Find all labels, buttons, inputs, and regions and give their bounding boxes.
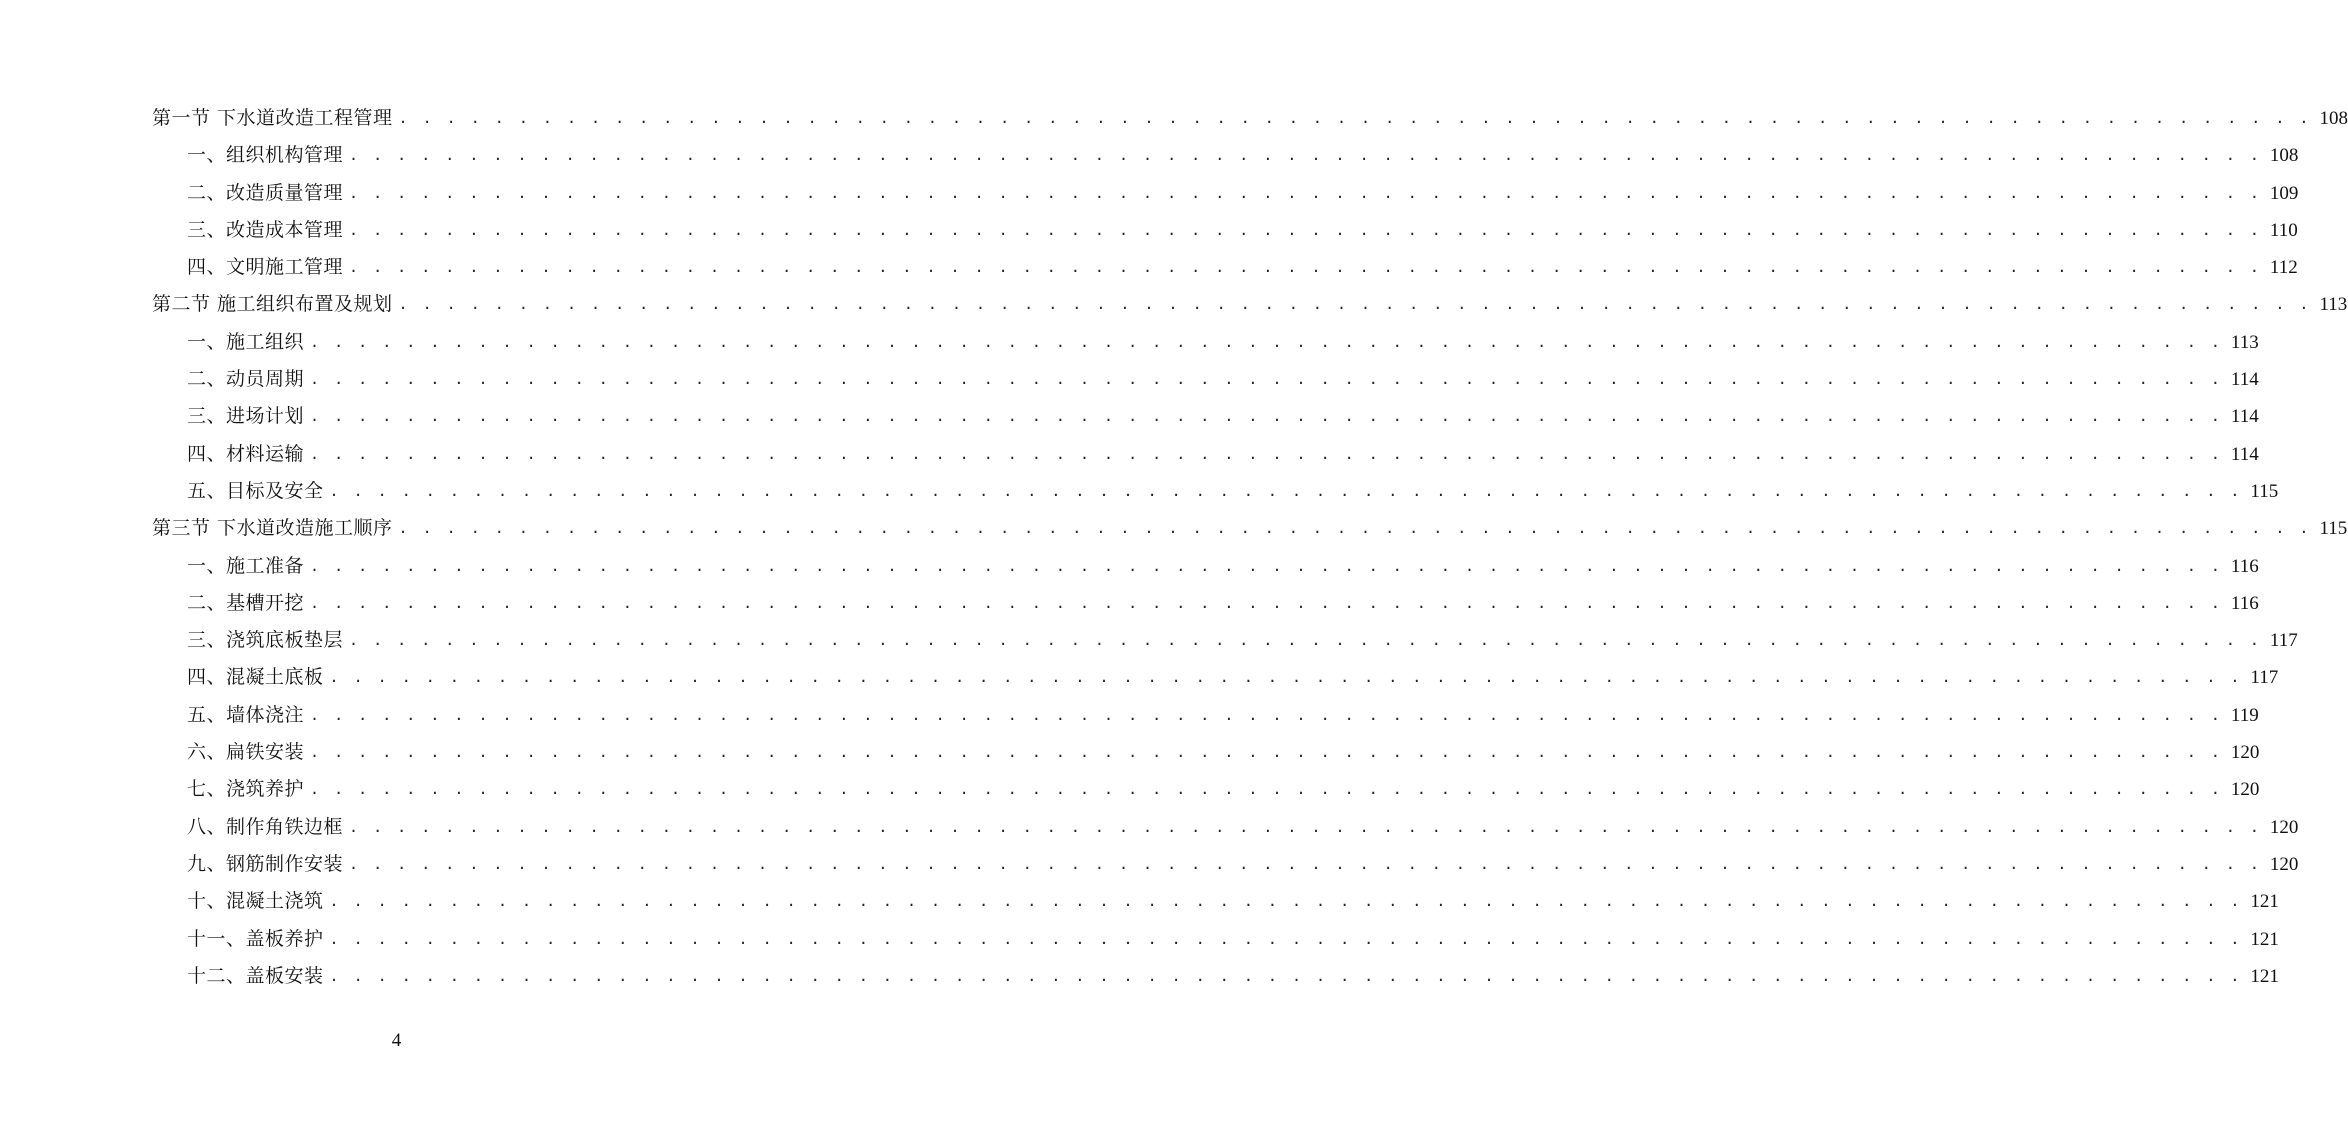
toc-entry-page: 117 [2250, 667, 2279, 689]
toc-dot-leader: . . . . . . . . . . . . . . . . . . . . . . . . . . . . . . . . . . . . . . . . . . . . . . . . . . . . . . . . . . . . . . . . . . . . . . . . . . . . . . . . [329, 892, 2243, 911]
toc-entry-page: 114 [2230, 406, 2259, 428]
toc-section-row[interactable] [0, 510, 2348, 547]
toc-subsection-row[interactable] [0, 249, 2298, 286]
toc-dot-leader: . . . . . . . . . . . . . . . . . . . . . . . . . . . . . . . . . . . . . . . . . . . . . . . . . . . . . . . . . . . . . . . . . . . . . . . . . . . . . . . . [329, 966, 2243, 985]
toc-entry-title: 三、进场计划 [187, 405, 305, 428]
toc-subsection-row[interactable] [0, 771, 2260, 808]
toc-entry-title: 二、动员周期 [187, 368, 305, 391]
toc-entry-page: 121 [2250, 965, 2279, 987]
toc-subsection-row[interactable] [0, 398, 2259, 435]
toc-dot-leader: . . . . . . . . . . . . . . . . . . . . . . . . . . . . . . . . . . . . . . . . . . . . . . . . . . . . . . . . . . . . . . . . . . . . . . . . . . . . . . . . [398, 519, 2312, 538]
toc-subsection-row[interactable] [0, 958, 2279, 995]
toc-entry-title: 一、组织机构管理 [187, 144, 344, 167]
toc-dot-leader: . . . . . . . . . . . . . . . . . . . . . . . . . . . . . . . . . . . . . . . . . . . . . . . . . . . . . . . . . . . . . . . . . . . . . . . . . . . . . . . . [310, 780, 2223, 799]
toc-entry-title: 七、浇筑养护 [187, 778, 305, 801]
toc-entry-title: 四、混凝土底板 [187, 666, 324, 689]
toc-entry-page: 109 [2269, 182, 2299, 204]
toc-entry-title: 四、材料运输 [187, 442, 305, 465]
toc-dot-leader: . . . . . . . . . . . . . . . . . . . . . . . . . . . . . . . . . . . . . . . . . . . . . . . . . . . . . . . . . . . . . . . . . . . . . . . . . . . . . . . . [310, 370, 2223, 389]
toc-dot-leader: . . . . . . . . . . . . . . . . . . . . . . . . . . . . . . . . . . . . . . . . . . . . . . . . . . . . . . . . . . . . . . . . . . . . . . . . . . . . . . . . [349, 631, 2262, 650]
toc-dot-leader: . . . . . . . . . . . . . . . . . . . . . . . . . . . . . . . . . . . . . . . . . . . . . . . . . . . . . . . . . . . . . . . . . . . . . . . . . . . . . . . . [310, 332, 2223, 351]
toc-entry-page: 117 [2269, 630, 2298, 652]
toc-entry-title: 五、目标及安全 [187, 479, 324, 502]
toc-subsection-row[interactable] [0, 548, 2259, 585]
toc-entry-page: 113 [2319, 294, 2348, 316]
toc-entry-page: 120 [2269, 816, 2299, 838]
toc-dot-leader: . . . . . . . . . . . . . . . . . . . . . . . . . . . . . . . . . . . . . . . . . . . . . . . . . . . . . . . . . . . . . . . . . . . . . . . . . . . . . . . . [310, 444, 2223, 463]
toc-subsection-row[interactable] [0, 137, 2299, 174]
toc-section-row[interactable] [0, 100, 2348, 137]
toc-dot-leader: . . . . . . . . . . . . . . . . . . . . . . . . . . . . . . . . . . . . . . . . . . . . . . . . . . . . . . . . . . . . . . . . . . . . . . . . . . . . . . . . [310, 593, 2223, 612]
toc-entry-title: 第二节 施工组织布置及规划 [152, 293, 393, 316]
page-number: 4 [391, 1030, 402, 1051]
toc-subsection-row[interactable] [0, 883, 2279, 920]
toc-entry-page: 112 [2269, 257, 2298, 279]
toc-entry-page: 108 [2319, 108, 2348, 129]
toc-entry-title: 二、基槽开挖 [187, 591, 305, 614]
toc-entry-page: 121 [2250, 891, 2279, 913]
toc-entry-title: 八、制作角铁边框 [187, 815, 344, 838]
toc-entry-title: 三、浇筑底板垫层 [187, 629, 344, 652]
toc-entry-title: 四、文明施工管理 [187, 256, 344, 279]
toc-subsection-row[interactable] [0, 734, 2260, 771]
toc-dot-leader: . . . . . . . . . . . . . . . . . . . . . . . . . . . . . . . . . . . . . . . . . . . . . . . . . . . . . . . . . . . . . . . . . . . . . . . . . . . . . . . . [349, 146, 2262, 165]
toc-entry-title: 十、混凝土浇筑 [187, 890, 324, 913]
toc-entry-title: 二、改造质量管理 [187, 181, 344, 204]
toc-dot-leader: . . . . . . . . . . . . . . . . . . . . . . . . . . . . . . . . . . . . . . . . . . . . . . . . . . . . . . . . . . . . . . . . . . . . . . . . . . . . . . . . [310, 556, 2223, 575]
toc-subsection-row[interactable] [0, 697, 2259, 734]
toc-subsection-row[interactable] [0, 921, 2279, 958]
toc-subsection-row[interactable] [0, 361, 2259, 398]
toc-dot-leader: . . . . . . . . . . . . . . . . . . . . . . . . . . . . . . . . . . . . . . . . . . . . . . . . . . . . . . . . . . . . . . . . . . . . . . . . . . . . . . . . [349, 817, 2262, 836]
toc-entry-title: 十一、盖板养护 [187, 927, 324, 950]
toc-entry-title: 三、改造成本管理 [187, 218, 344, 241]
toc-entry-page: 119 [2230, 704, 2259, 726]
toc-entry-page: 114 [2230, 443, 2259, 465]
toc-subsection-row[interactable] [0, 846, 2299, 883]
toc-dot-leader: . . . . . . . . . . . . . . . . . . . . . . . . . . . . . . . . . . . . . . . . . . . . . . . . . . . . . . . . . . . . . . . . . . . . . . . . . . . . . . . . [398, 295, 2312, 314]
toc-subsection-row[interactable] [0, 212, 2298, 249]
toc-entry-page: 120 [2269, 853, 2299, 875]
toc-entry-title: 第一节 下水道改造工程管理 [152, 107, 393, 129]
toc-entry-page: 116 [2230, 592, 2259, 614]
toc-entry-page: 115 [2319, 518, 2348, 540]
toc-entry-page: 121 [2250, 928, 2279, 950]
toc-section-row[interactable] [0, 286, 2348, 323]
toc-subsection-row[interactable] [0, 809, 2299, 846]
toc-entry-page: 110 [2269, 219, 2298, 241]
toc-entry-title: 第三节 下水道改造施工顺序 [152, 517, 393, 540]
toc-subsection-row[interactable] [0, 473, 2279, 510]
toc-dot-leader: . . . . . . . . . . . . . . . . . . . . . . . . . . . . . . . . . . . . . . . . . . . . . . . . . . . . . . . . . . . . . . . . . . . . . . . . . . . . . . . . [329, 481, 2243, 500]
toc-entry-title: 十二、盖板安装 [187, 964, 324, 987]
toc-dot-leader: . . . . . . . . . . . . . . . . . . . . . . . . . . . . . . . . . . . . . . . . . . . . . . . . . . . . . . . . . . . . . . . . . . . . . . . . . . . . . . . . [310, 743, 2223, 762]
toc-dot-leader: . . . . . . . . . . . . . . . . . . . . . . . . . . . . . . . . . . . . . . . . . . . . . . . . . . . . . . . . . . . . . . . . . . . . . . . . . . . . . . . . [329, 929, 2243, 948]
toc-dot-leader: . . . . . . . . . . . . . . . . . . . . . . . . . . . . . . . . . . . . . . . . . . . . . . . . . . . . . . . . . . . . . . . . . . . . . . . . . . . . . . . . [310, 407, 2223, 426]
table-of-contents [0, 100, 2348, 995]
toc-subsection-row[interactable] [0, 659, 2279, 696]
toc-entry-page: 116 [2230, 555, 2259, 577]
toc-dot-leader: . . . . . . . . . . . . . . . . . . . . . . . . . . . . . . . . . . . . . . . . . . . . . . . . . . . . . . . . . . . . . . . . . . . . . . . . . . . . . . . . [329, 668, 2243, 687]
toc-entry-title: 一、施工组织 [187, 330, 305, 353]
toc-entry-title: 九、钢筋制作安装 [187, 852, 344, 875]
toc-entry-page: 120 [2230, 779, 2260, 801]
toc-entry-title: 五、墙体浇注 [187, 703, 305, 726]
toc-entry-page: 113 [2230, 331, 2259, 353]
toc-subsection-row[interactable] [0, 175, 2299, 212]
toc-dot-leader: . . . . . . . . . . . . . . . . . . . . . . . . . . . . . . . . . . . . . . . . . . . . . . . . . . . . . . . . . . . . . . . . . . . . . . . . . . . . . . . . [349, 220, 2262, 239]
toc-entry-page: 114 [2230, 369, 2259, 391]
toc-subsection-row[interactable] [0, 585, 2259, 622]
toc-subsection-row[interactable] [0, 436, 2259, 473]
toc-subsection-row[interactable] [0, 324, 2259, 361]
toc-subsection-row[interactable] [0, 622, 2298, 659]
toc-entry-page: 115 [2250, 480, 2279, 502]
toc-entry-page: 120 [2230, 742, 2260, 764]
toc-dot-leader: . . . . . . . . . . . . . . . . . . . . . . . . . . . . . . . . . . . . . . . . . . . . . . . . . . . . . . . . . . . . . . . . . . . . . . . . . . . . . . . . [349, 854, 2262, 873]
toc-dot-leader: . . . . . . . . . . . . . . . . . . . . . . . . . . . . . . . . . . . . . . . . . . . . . . . . . . . . . . . . . . . . . . . . . . . . . . . . . . . . . . . . [398, 109, 2312, 127]
toc-entry-title: 六、扁铁安装 [187, 741, 305, 764]
toc-dot-leader: . . . . . . . . . . . . . . . . . . . . . . . . . . . . . . . . . . . . . . . . . . . . . . . . . . . . . . . . . . . . . . . . . . . . . . . . . . . . . . . . [349, 258, 2262, 277]
toc-entry-page: 108 [2269, 145, 2299, 167]
toc-dot-leader: . . . . . . . . . . . . . . . . . . . . . . . . . . . . . . . . . . . . . . . . . . . . . . . . . . . . . . . . . . . . . . . . . . . . . . . . . . . . . . . . [349, 183, 2262, 202]
toc-entry-title: 一、施工准备 [187, 554, 305, 577]
toc-dot-leader: . . . . . . . . . . . . . . . . . . . . . . . . . . . . . . . . . . . . . . . . . . . . . . . . . . . . . . . . . . . . . . . . . . . . . . . . . . . . . . . . [310, 705, 2223, 724]
